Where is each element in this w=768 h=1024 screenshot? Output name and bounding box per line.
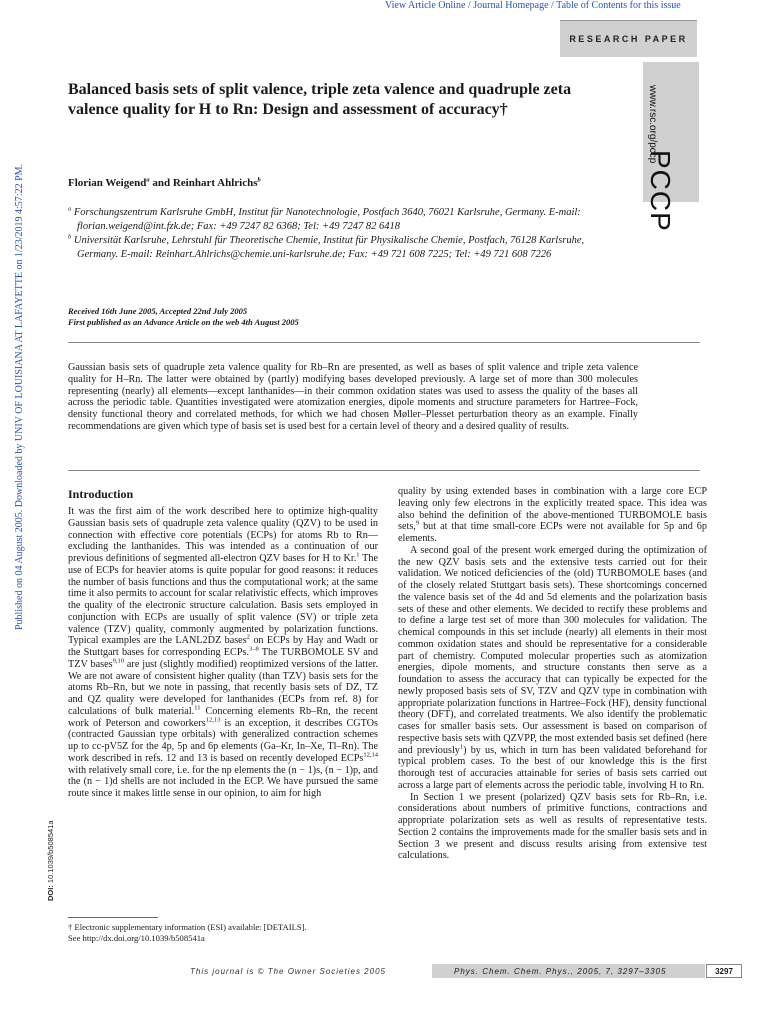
esi-link[interactable]: See http://dx.doi.org/10.1039/b508541a [68, 933, 205, 943]
citation-ref[interactable]: 9,10 [112, 657, 124, 665]
author-list [68, 177, 261, 189]
author-affiliation-mark: b [257, 176, 261, 184]
citation-ref[interactable]: 12,13 [205, 716, 221, 724]
divider [68, 470, 700, 471]
affiliation-a: $^a$ Forschungszentrum Karlsruhe GmbH, Institut für Nanotechnologie, Postfach 3640, 76021 Karlsruhe, Germany. E-mail: florian.weigend@int.fzk.de; Fax: +49 7247 82 6368; Tel: +49 7247 82 6418 [68, 205, 581, 232]
paragraph [398, 486, 707, 545]
author-affiliation-mark: a [146, 176, 150, 184]
left-column [68, 506, 378, 800]
article-title: Balanced basis sets of split valence, triple zeta valence and quadruple zeta valence quality for H to Rn: Design and assessment of accuracy† [68, 81, 572, 118]
paragraph-text: It was the first aim of the work described here to optimize high-quality Gaussian basis sets of quadruple zeta valence quality (QZV) to be used in connection with effective core potentials (ECPs) for atoms Rb to Rn—excluding the lanthanides. This was intended as a continuation of our previous definitions of segmented all-electron QZV bases for H to Kr. [68, 506, 378, 564]
research-paper-banner: RESEARCH PAPER [560, 20, 697, 57]
right-column [398, 486, 707, 862]
paragraph-text: The use of ECPs for heavier atoms is quite popular for good reasons: it reduces the number of basis functions and thus the computational work; at the same time it also permits to account for scalar relativistic effects, which improves the quality of the electronic structure calculation. Basis sets employed in conjunction with ECPs are usually of split valence (SV) or triple zeta valence (TZV) quality, commonly augmented by polarization functions. Typical examples are the LANL2DZ bases [68, 553, 378, 647]
paragraph-text: with relatively small core, i.e. for the np elements the (n − 1)s, (n − 1)p, and the (n − 1)d shells are not included in the ECP. We have pursued the same route since it makes little sense in our opinion, to aim for high [68, 764, 378, 799]
paragraph-text: ) by us, which in turn has been validated beforehand for typical problem cases. To the best of our knowledge this is the first thorough test of accuracies attainable for series of basis sets carried out across a large part of elements across the periodic table, involving H to Rn. [398, 744, 708, 791]
view-article-online-link[interactable]: View Article Online [385, 0, 466, 11]
paragraph-text: The TURBOMOLE SV and TZV bases [68, 647, 378, 670]
abstract: Gaussian basis sets of quadruple zeta valence quality for Rb–Rn are presented, as well as bases of split valence and triple zeta valence quality for H–Rn. The latter were obtained by (partly) modifying bases developed previously. A large set of more than 300 molecules representing (nearly) all elements—except lanthanides—in their common oxidation states was used to assess the quality of the bases all across the periodic table. Quantities investigated were atomization energies, dipole moments and structure parameters for Hartree–Fock, density functional theory and correlated methods, for which we had chosen Møller–Plesset perturbation theory as an example. Finally recommendations are given which type of basis set is used best for a certain level of theory and a desired quality of results. [68, 362, 638, 432]
affiliations [68, 206, 608, 262]
section-heading-introduction: Introduction [68, 487, 134, 501]
paragraph-text: quality by using extended bases in combination with a large core ECP leaving only few electrons in the explicitly treated space. This idea was also behind the definition of the above-mentioned TURBOMOLE basis sets, [398, 486, 707, 533]
table-of-contents-link[interactable]: Table of Contents for this issue [556, 0, 681, 11]
author-conjunction: and [149, 177, 173, 189]
doi-label: DOI: [46, 885, 55, 901]
paragraph-text: but at that time small-core ECPs were not available for 5p and 6p elements. [398, 521, 707, 544]
nav-separator: / [465, 0, 474, 11]
publication-dates [68, 306, 299, 328]
citation-ref[interactable]: 2 [246, 633, 250, 641]
first-published-date: First published as an Advance Article on the web 4th August 2005 [68, 317, 299, 327]
received-date: Received 16th June 2005, Accepted 22nd July 2005 [68, 306, 248, 316]
citation-ref[interactable]: 3–8 [249, 645, 259, 653]
divider [68, 342, 700, 343]
affiliation-b: $^b$ Universität Karlsruhe, Lehrstuhl für Theoretische Chemie, Institut für Physikalische Chemie, Postfach, 76128 Karlsruhe, Germany. E-mail: Reinhart.Ahlrichs@chemie.uni-karlsruhe.de; Fax: +49 721 608 7225; Tel: +49 721 608 7226 [68, 233, 585, 260]
esi-footnote: † Electronic supplementary information (ESI) available: [DETAILS]. [68, 922, 307, 932]
paragraph [398, 545, 707, 792]
journal-homepage-link[interactable]: Journal Homepage [473, 0, 549, 11]
download-notice[interactable]: Published on 04 August 2005. Downloaded by UNIV OF LOUISIANA AT LAFAYETTE on 1/23/2019 4:57:22 PM. [14, 163, 25, 630]
citation-ref[interactable]: 1 [356, 551, 360, 559]
journal-logo: PCCP [645, 150, 676, 232]
paragraph-text: In Section 1 we present (polarized) QZV basis sets for Rb–Rn, i.e. considerations about numbers of primitive functions, contractions and appropriate polarization sets as well as results of representative tests. Section 2 contains the improvements made for the smaller basis sets and in Section 3 we present and discuss results arising from extensive test calculations. [398, 791, 707, 862]
paragraph-text: is an exception, it describes CGTOs (contracted Gaussian type orbitals) with generalized contraction schemes up to cc-pV5Z for the 4p, 5p and 6p elements (Ga–Kr, In–Xe, Tl–Rn). The work described in refs. 12 and 13 is based on recently developed ECPs [68, 717, 378, 764]
paragraph-text: A second goal of the present work emerged during the optimization of the new QZV basis sets and the extensive tests carried out for their validation. We noticed deficiencies of the (old) TURBOMOLE bases (and of the closely related Stuttgart basis sets). These shortcomings concerned the valence basis set of the 4d and 5d elements and the polarization basis sets of these and other elements. We decided to rectify these problems and to define a large test set of more than 300 molecules for validation. The chemical compounds in this set include (nearly) all elements in their most common oxidation states and should be representative for a considerable part of chemistry. Computed molecular properties such as atomization energies, dipole moments, and structure constants then serve as a foundation to assess the accuracy that can typically be expected for the newly proposed basis sets of SV, TZV and QZV type in combination with appropriate polarization functions in Hartree–Fock (HF), density functional theory (DFT), and correlated treatments. We also identify the problematic cases for smaller basis sets. Our assessment is based on comparison of respective basis sets with QZVPP, the most extended basis set defined (here and previously [398, 544, 707, 756]
side-doi [46, 820, 55, 901]
paragraph-text: on ECPs by Hay and Wadt or the Stuttgart bases for corresponding ECPs. [68, 635, 378, 658]
author-name: Florian Weigend [68, 177, 147, 189]
author-name: Reinhart Ahlrichs [172, 177, 258, 189]
paragraph [68, 506, 378, 800]
doi-value: 10.1039/b508541a [46, 820, 55, 884]
citation-ref[interactable]: 11 [194, 704, 201, 712]
page-number: 3297 [706, 964, 742, 978]
journal-copyright: This journal is © The Owner Societies 2005 [190, 967, 386, 976]
citation-ref[interactable]: 9 [415, 519, 420, 527]
paragraph-text: are just (slightly modified) reoptimized versions of the latter. We are not aware of consistent higher quality (than TZV) basis sets for the atoms Rb–Rn, but we note in passing, that recently basis sets of DZ, TZ and QZ quality were developed for lanthanides (ECPs from ref. 8) for calculations of bulk material. [68, 658, 378, 717]
top-nav [385, 0, 681, 11]
nav-separator: / [548, 0, 557, 11]
citation-bar: Phys. Chem. Chem. Phys., 2005, 7, 3297–3305 [432, 964, 705, 978]
journal-url: www.rsc.org/pccp [647, 85, 658, 164]
citation-ref[interactable]: 12,14 [363, 751, 378, 759]
citation-ref[interactable]: 1 [459, 743, 464, 751]
footnote [68, 922, 380, 944]
paragraph [398, 792, 707, 863]
paragraph-text: Concerning elements Rb–Rn, the recent work of Peterson and coworkers [68, 705, 378, 729]
footnote-divider [68, 917, 158, 918]
